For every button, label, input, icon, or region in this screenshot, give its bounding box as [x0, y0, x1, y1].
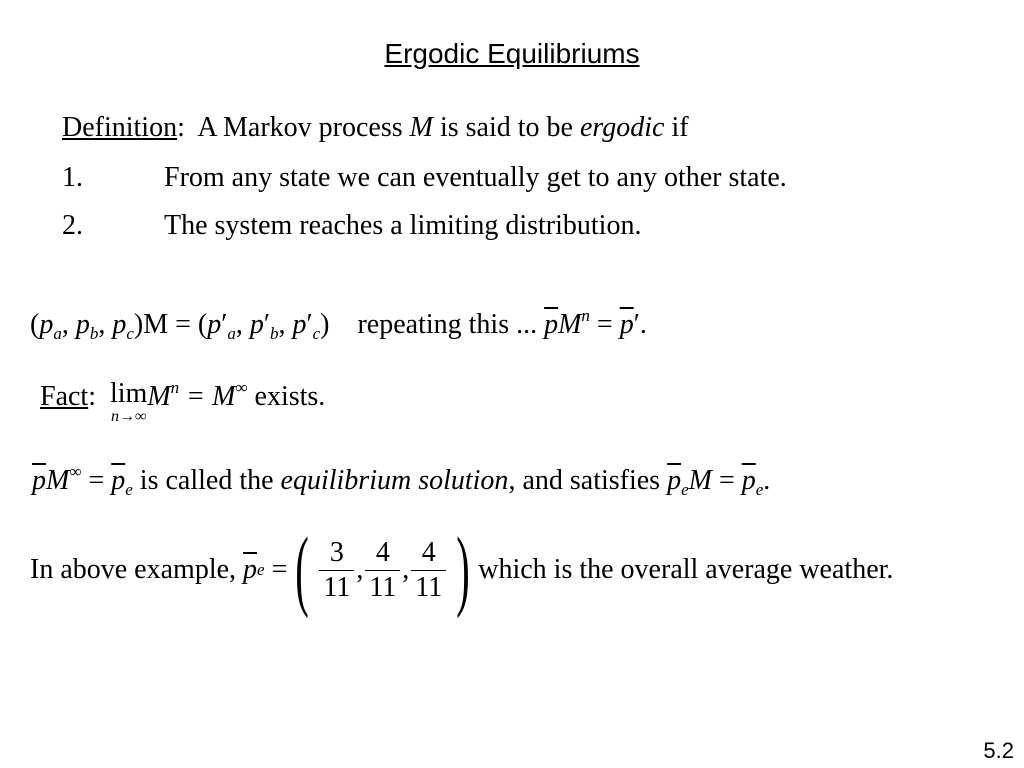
exp-infinity: ∞ — [69, 462, 82, 481]
fraction-num: 4 — [365, 536, 400, 571]
sub-e: e — [257, 560, 265, 579]
vector-p: $\overline{p}$ — [111, 465, 126, 496]
example-lead: In above example, — [30, 554, 237, 585]
limit-operator — [110, 378, 147, 424]
sub-a: a — [227, 324, 236, 343]
definition-line — [62, 112, 689, 144]
vector-p: $\overline{p}$ — [32, 465, 46, 496]
satisfies-text: , and satisfies — [508, 465, 661, 496]
var-m: M — [147, 381, 171, 412]
equals-m: = M — [186, 381, 236, 412]
var-p: p — [249, 309, 264, 340]
list-item-text: From any state we can eventually get to any other state. — [164, 162, 787, 193]
list-item-number: 1. — [62, 162, 83, 193]
var-p: p — [292, 309, 307, 340]
sub-b: b — [89, 324, 99, 343]
definition-text-after: if — [671, 112, 689, 143]
sub-e: e — [125, 480, 133, 499]
vector-p: $\overline{p}$ — [544, 309, 559, 340]
paren-open: ( — [30, 309, 40, 340]
var-m: M — [688, 465, 712, 496]
example-tail: which is the overall average weather. — [478, 554, 894, 585]
definition-text-before: A Markov process — [197, 112, 403, 143]
paren-close: ) — [320, 309, 330, 340]
fraction — [319, 536, 354, 605]
definition-colon: : — [177, 112, 185, 143]
sub-e: e — [681, 480, 689, 499]
list-item — [62, 162, 83, 194]
exp-infinity: ∞ — [235, 378, 248, 397]
fraction — [365, 536, 400, 605]
equals: = — [718, 465, 735, 496]
var-m: M — [558, 309, 582, 340]
equilibrium-line — [32, 462, 770, 500]
definition-label: Definition — [62, 112, 178, 143]
equation-transition: ($p_a$, $p_b$, $p_c)M = (p'_a$, $p'_b$, $p'_c$) repeating this ... $\overline{p}M^n = \overline{p}'$. — [30, 306, 647, 343]
fraction-den: 11 — [323, 571, 351, 603]
var-p: p — [207, 309, 222, 340]
sub-b: b — [269, 324, 279, 343]
equals-open: )M = ( — [133, 309, 208, 340]
fraction — [411, 536, 446, 605]
definition-var: M — [409, 112, 433, 143]
fact-colon: : — [88, 381, 96, 412]
var-p: p — [112, 309, 127, 340]
repeating-text: repeating this ... — [357, 309, 538, 340]
called-text: is called the — [139, 465, 274, 496]
fraction-num: 4 — [411, 536, 446, 571]
list-item — [62, 210, 83, 242]
list-item-text: The system reaches a limiting distribution. — [164, 210, 642, 241]
equilibrium-term: equilibrium solution — [280, 465, 509, 496]
sub-e: e — [755, 480, 764, 499]
equals: = — [88, 465, 105, 496]
exp-n: n — [170, 378, 180, 397]
vector-p: $\overline{p}$ — [667, 465, 682, 496]
sub-a: a — [53, 324, 62, 343]
page-title: Ergodic Equilibriums — [384, 38, 640, 69]
var-m: M — [46, 465, 70, 496]
definition-text-mid: is said to be — [439, 112, 573, 143]
equals: = — [271, 554, 288, 585]
list-item-number: 2. — [62, 210, 83, 241]
sub-c: c — [126, 324, 134, 343]
fraction-den: 11 — [415, 571, 443, 603]
exp-n: n — [581, 306, 590, 325]
fact-label: Fact — [40, 381, 89, 412]
var-p: p — [39, 309, 54, 340]
vector-p: $\overline{p}$ — [619, 309, 634, 340]
right-paren-icon: ) — [456, 520, 471, 619]
exists-text: exists. — [254, 381, 326, 412]
prime-end: ′. — [633, 309, 647, 340]
equals: = — [596, 309, 613, 340]
sub-c: c — [312, 324, 321, 343]
fraction-den: 11 — [369, 571, 397, 603]
period: . — [763, 465, 771, 496]
definition-term: ergodic — [579, 112, 665, 143]
page-number: 5.2 — [983, 738, 1014, 763]
fact-line — [40, 378, 325, 424]
var-p: p — [75, 309, 90, 340]
lim-text: lim — [110, 378, 148, 409]
fraction-num: 3 — [319, 536, 354, 571]
vector-p: $\overline{p}$ — [741, 465, 756, 496]
vector-p: $\overline{p}$ — [243, 554, 258, 585]
example-line: In above example, $\overline{p}$ e = ( $\frac{3}{11}$ , $\frac{4}{11}$ , $\frac{4}{11}$ ) which is the overall average weather. — [30, 520, 894, 619]
left-paren-icon: ( — [295, 520, 310, 619]
lim-subscript: n→∞ — [110, 408, 147, 425]
